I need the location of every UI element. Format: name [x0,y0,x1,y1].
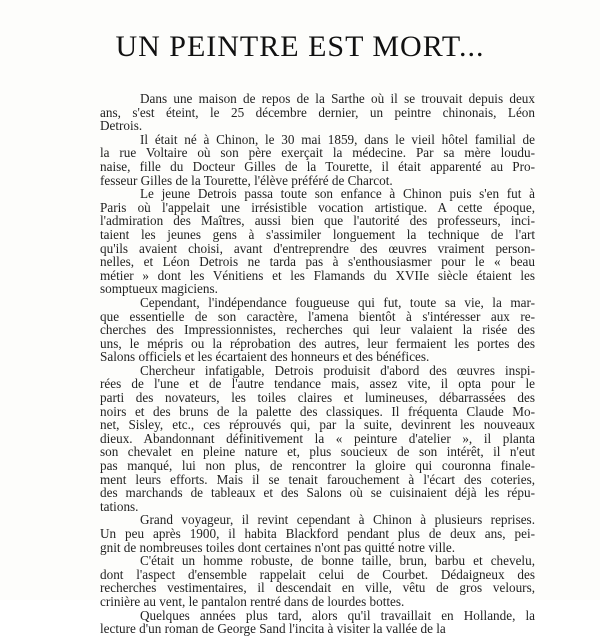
text-line: métier » dont les Vénitiens et les Flamands du XVIIe siècle étaient les [100,267,535,283]
text-line: cherches des Impressionnistes, recherches qui leur valaient la risée des [100,322,535,338]
text-line: recherches vestimentaires, il descendait en ville, vêtu de gros velours, [100,580,535,596]
paragraph [100,187,535,296]
text-line: Il était né à Chinon, le 30 mai 1859, dans le vieil hôtel familial de [140,131,535,147]
text-line: la rue Voltaire où son père exerçait la médecine. Par sa mère loudu- [100,145,535,161]
text-line: ans, s'est éteint, le 25 décembre dernier, un peintre chinonais, Léon [100,104,535,120]
paragraph [100,609,535,636]
article-title: UN PEINTRE EST MORT... [115,30,485,63]
paragraph [100,513,535,554]
text-line: tations. [100,498,139,514]
text-line: uns, le mépris ou la réprobation des autres, leur fermaient les portes des [100,335,535,351]
text-line: Cependant, l'indépendance fougueuse qui fut, toute sa vie, la mar- [140,294,535,310]
paragraph [100,554,535,608]
text-line: Grand voyageur, il revint cependant à Chinon à plusieurs reprises. [140,512,535,528]
text-line: son chevalet en pleine nature et, plus soucieux de son intérêt, il n'eut [100,444,535,460]
text-line: naise, fille du Docteur Gilles de la Tourette, il était apparenté au Pro- [100,158,535,174]
text-line: que essentielle de son caractère, l'amena bientôt à s'intéresser aux re- [100,308,535,324]
text-line: fesseur Gilles de la Tourette, l'élève préféré de Charcot. [100,172,393,188]
paragraph [100,133,535,187]
text-line: dont l'aspect d'ensemble rappelait celui de Courbet. Dédaigneux des [100,566,535,582]
text-line: lecture d'un roman de George Sand l'incita à visiter la vallée de la [100,621,446,636]
text-line: Un peu après 1900, il habita Blackford pendant plus de deux ans, pei- [100,526,535,541]
text-line: qu'ils avaient choisi, avant d'entreprendre des œuvres vraiment person- [100,240,535,256]
text-line: rées de l'une et de l'autre tendance mais, assez vite, il opta pour le [100,376,535,392]
text-line: somptueux magiciens. [100,281,218,297]
text-line: Paris où l'appelait une irrésistible vocation artistique. A cette époque, [100,199,535,215]
text-line: crinière au vent, le pantalon rentré dans de lourdes bottes. [100,593,405,609]
paragraph [100,364,535,514]
paragraph [100,92,535,133]
text-line: Le jeune Detrois passa toute son enfance à Chinon puis s'en fut à [140,186,535,202]
text-line: taient les jeunes gens à s'assimiler longuement la technique de l'art [100,226,535,242]
text-line: Chercheur infatigable, Detrois produisit d'abord des œuvres inspi- [140,362,535,378]
text-line: nelles, et Léon Detrois ne tarda pas à s'enthousiasmer pour le « beau [100,254,535,270]
text-line: net, Sisley, etc., ces réprouvés qui, par la suite, devinrent les nouveaux [100,417,535,433]
text-line: pas manqué, lui non plus, de rencontrer la gloire qui couronna finale- [100,458,535,474]
text-line: ment leurs efforts. Mais il se tenait farouchement à l'écart des coteries, [100,471,535,487]
text-line: Detrois. [100,118,143,134]
text-line: C'était un homme robuste, de bonne taille, brun, barbu et chevelu, [140,553,535,569]
text-line: dieux. Abandonnant définitivement la « peinture d'atelier », il planta [100,430,535,446]
text-line: gnit de nombreuses toiles dont certaines n'ont pas quitté notre ville. [100,539,456,555]
article-body [100,92,535,636]
text-line: Salons officiels et les écartaient des honneurs et des bénéfices. [100,349,430,365]
text-line: Dans une maison de repos de la Sarthe où il se trouvait depuis deux [140,91,535,106]
text-line: parti des novateurs, les toiles claires et lumineuses, débarrassées des [100,390,535,406]
text-line: des marchands de tableaux et des Salons où se cuisinaient déjà les répu- [100,485,535,501]
text-line: l'admiration des Maîtres, aussi bien que l'autorité des professeurs, inci- [100,213,535,229]
paragraph [100,296,535,364]
text-line: noirs et des bruns de la palette des classiques. Il fréquenta Claude Mo- [100,403,535,419]
text-line: Quelques années plus tard, alors qu'il travaillait en Hollande, la [140,607,535,623]
